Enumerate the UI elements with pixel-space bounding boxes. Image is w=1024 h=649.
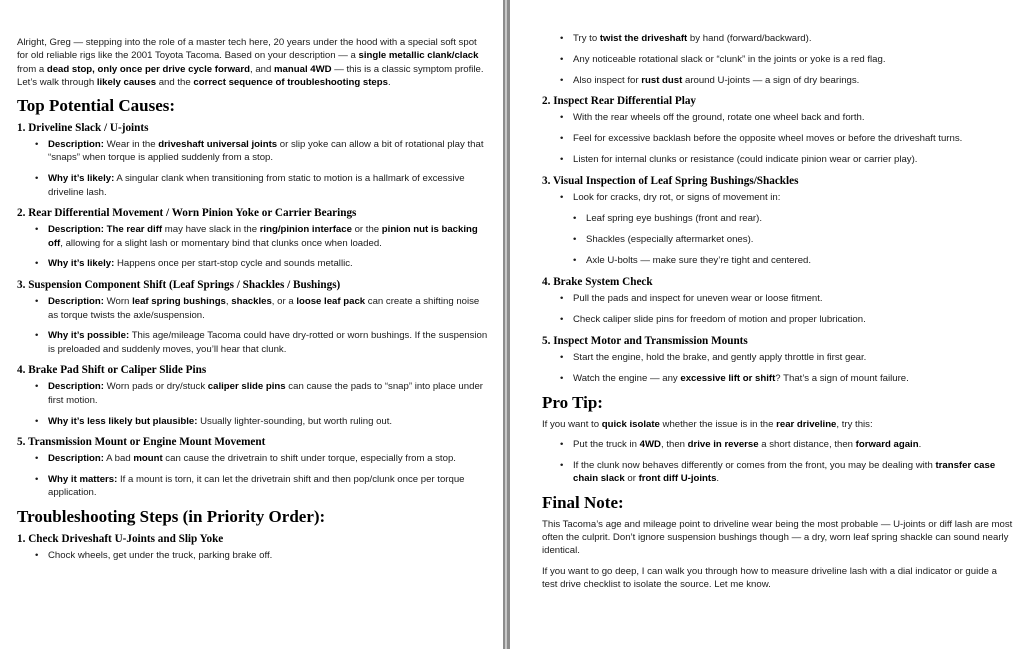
text-run: Axle U-bolts — make sure they’re tight and centered. [586, 255, 812, 267]
text-run: a short distance, then [758, 438, 856, 450]
list-item [48, 380, 489, 407]
step-1-continued-list [542, 32, 1014, 87]
text-run: Start the engine, hold the brake, and gently apply throttle in first gear. [573, 352, 867, 364]
list-item [48, 257, 489, 270]
pro-tip-list [542, 438, 1014, 485]
bold-text: Description: [48, 296, 104, 308]
step-5-list [542, 351, 1014, 385]
bold-text: likely causes [96, 76, 157, 88]
text-run: whether the issue is in the [659, 418, 777, 430]
bold-text: single metallic clank/clack [358, 50, 479, 62]
bold-text: ring/pinion interface [259, 224, 352, 236]
step-4-title: 4. Brake System Check [542, 276, 653, 289]
text-run: Worn pads or dry/stuck [103, 381, 208, 393]
text-run: Look for cracks, dry rot, or signs of movement in: [573, 191, 781, 203]
list-item [573, 191, 1014, 204]
bold-text: quick isolate [601, 418, 660, 430]
list-item [48, 452, 489, 465]
list-item [573, 292, 1014, 305]
step-1-list [17, 549, 489, 562]
text-run: can cause the drivetrain to shift under torque, especially from a stop. [162, 453, 456, 465]
pro-tip-intro [542, 418, 1014, 431]
list-item [586, 212, 1014, 225]
bold-text: excessive lift or shift [680, 372, 776, 384]
document-page-right [510, 0, 1024, 649]
text-run: Wear in the [103, 139, 159, 151]
text-run: , and [250, 63, 275, 75]
bold-text: Why it’s likely: [48, 173, 115, 185]
bold-text: driveshaft universal joints [158, 139, 278, 151]
bold-text: dead stop, only once per drive cycle forward [46, 63, 250, 75]
list-item [48, 549, 489, 562]
cause-4-list [17, 380, 489, 427]
step-5-title: 5. Inspect Motor and Transmission Mounts [542, 335, 748, 348]
text-run: This Tacoma’s age and mileage point to driveline wear being the most probable — U-joints or diff lash are most often the culprit. Don’t ignore suspension bushings though — a dry, worn leaf spring shackle can sound nearly identical. [542, 518, 1013, 557]
text-run: Put the truck in [573, 438, 640, 450]
text-run: and the [156, 76, 194, 88]
text-run: Usually lighter-sounding, but worth ruling out. [197, 415, 393, 427]
bold-text: caliper slide pins [207, 381, 286, 393]
cause-3-list [17, 295, 489, 356]
bold-text: Description: [48, 224, 104, 236]
list-item [573, 459, 1014, 486]
text-run: Feel for excessive backlash before the opposite wheel moves or before the driveshaft turns. [573, 133, 963, 145]
step-2-list [542, 111, 1014, 166]
text-run: With the rear wheels off the ground, rotate one wheel back and forth. [573, 112, 865, 124]
list-item [48, 295, 489, 322]
text-run: Pull the pads and inspect for uneven wear or loose fitment. [573, 293, 823, 305]
text-run: Leaf spring eye bushings (front and rear). [586, 212, 762, 224]
bold-text: transfer case chain slack [573, 459, 996, 485]
cause-5-list [17, 452, 489, 499]
text-run: Any noticeable rotational slack or “clunk” in the joints or yoke is a red flag. [573, 53, 886, 65]
bold-text: Why it matters: [48, 474, 118, 486]
step-2-title: 2. Inspect Rear Differential Play [542, 95, 697, 108]
bold-text: forward again [855, 438, 919, 450]
bold-text: Description: [48, 139, 104, 151]
text-run: , or a [271, 296, 297, 308]
cause-1-list [17, 138, 489, 199]
text-run: around U-joints — a sign of dry bearings. [682, 74, 860, 86]
cause-1-title: 1. Driveline Slack / U-joints [17, 122, 149, 135]
text-run: If you want to [542, 418, 602, 430]
text-run: , allowing for a slight lash or momentary bind that clunks once when loaded. [60, 237, 382, 249]
text-run: A singular clank when transitioning from static to motion is a hallmark of excessive driveline lash. [48, 173, 465, 198]
text-run: or the [351, 224, 382, 236]
bold-text: loose leaf pack [296, 296, 366, 308]
text-run: If a mount is torn, it can let the drivetrain shift and then pop/clunk once per torque application. [48, 474, 465, 499]
text-run: Watch the engine — any [573, 372, 681, 384]
list-item [48, 172, 489, 199]
text-run: or [624, 473, 639, 485]
text-run: Check caliper slide pins for freedom of motion and proper lubrication. [573, 314, 866, 326]
text-run: Listen for internal clunks or resistance (could indicate pinion wear or carrier play). [573, 153, 918, 165]
text-run: Worn [103, 296, 133, 308]
step-3-sublist [542, 212, 1014, 268]
causes-heading: Top Potential Causes: [17, 96, 176, 116]
bold-text: Why it’s likely: [48, 258, 115, 270]
pro-tip-heading: Pro Tip: [542, 392, 603, 412]
cause-3-title: 3. Suspension Component Shift (Leaf Springs / Shackles / Bushings) [17, 279, 341, 292]
text-run: from a [17, 63, 47, 75]
text-run: Shackles (especially aftermarket ones). [586, 233, 754, 245]
text-run: , then [660, 438, 688, 450]
bold-text: pinion nut is backing off [48, 224, 478, 249]
list-item [586, 254, 1014, 267]
bold-text: The rear diff [106, 224, 163, 236]
list-item [48, 329, 489, 356]
text-run: Alright, Greg — stepping into the role of a master tech here, 20 years under the hood with a special soft spot for old reliable rigs like the 2001 Toyota Tacoma. Based on your description — a [17, 37, 477, 62]
text-run: . [918, 438, 922, 450]
text-run: may have slack in the [162, 224, 260, 236]
bold-text: manual 4WD [274, 63, 332, 75]
text-run: can create a shifting noise as torque twists the axle/suspension. [48, 296, 480, 321]
text-run: or slip yoke can allow a bit of rotational play that “snaps” when torque is applied suddenly from a stop. [48, 139, 484, 164]
list-item [48, 138, 489, 165]
list-item [48, 415, 489, 428]
text-run: Happens once per start-stop cycle and sounds metallic. [114, 258, 353, 270]
intro-paragraph [17, 36, 489, 89]
text-run: If the clunk now behaves differently or comes from the front, you may be dealing with [573, 459, 936, 471]
bold-text: correct sequence of troubleshooting steps [193, 76, 388, 88]
list-item [573, 132, 1014, 145]
document-page-left [0, 0, 503, 649]
cause-4-title: 4. Brake Pad Shift or Caliper Slide Pins [17, 364, 207, 377]
final-note-paragraph-2 [542, 565, 1014, 592]
steps-heading: Troubleshooting Steps (in Priority Order): [17, 507, 326, 527]
text-run: can cause the pads to “snap” into place under first motion. [48, 381, 483, 406]
step-4-list [542, 292, 1014, 326]
text-run: ? That’s a sign of mount failure. [775, 372, 909, 384]
step-3-title: 3. Visual Inspection of Leaf Spring Bushings/Shackles [542, 174, 799, 187]
text-run: Also inspect for [573, 74, 642, 86]
list-item [48, 473, 489, 500]
text-run: A bad [103, 453, 134, 465]
list-item [586, 233, 1014, 246]
list-item [573, 438, 1014, 451]
list-item [573, 351, 1014, 364]
cause-2-list [17, 223, 489, 270]
step-1-title: 1. Check Driveshaft U-Joints and Slip Yoke [17, 533, 224, 546]
final-note-heading: Final Note: [542, 492, 624, 512]
bold-text: rear driveline [776, 418, 837, 430]
bold-text: mount [133, 453, 163, 465]
bold-text: Description: [48, 381, 104, 393]
final-note-paragraph-1 [542, 518, 1014, 558]
bold-text: leaf spring bushings [132, 296, 226, 308]
text-run: by hand (forward/backward). [687, 33, 812, 44]
bold-text: shackles [231, 296, 272, 308]
bold-text: Why it’s possible: [48, 330, 130, 342]
list-item [573, 313, 1014, 326]
text-run: If you want to go deep, I can walk you through how to measure driveline lash with a dial indicator or guide a test drive checklist to isolate the source. Let me know. [542, 565, 997, 591]
text-run: . [387, 76, 391, 88]
list-item [573, 153, 1014, 166]
list-item [573, 32, 1014, 45]
text-run: , try this: [836, 418, 873, 430]
text-run: . [716, 473, 720, 485]
step-3-list [542, 191, 1014, 204]
list-item [573, 74, 1014, 87]
bold-text: Description: [48, 453, 104, 465]
bold-text: twist the driveshaft [599, 33, 688, 44]
bold-text: drive in reverse [687, 438, 759, 450]
page-divider [503, 0, 510, 649]
list-item [48, 223, 489, 250]
text-run: This age/mileage Tacoma could have dry-rotted or worn bushings. If the suspension is preloaded and suddenly moves, you’ll hear that clunk. [48, 330, 488, 355]
cause-5-title: 5. Transmission Mount or Engine Mount Movement [17, 436, 266, 449]
list-item [573, 53, 1014, 66]
bold-text: rust dust [641, 74, 683, 86]
text-run: Try to [573, 33, 600, 44]
cause-2-title: 2. Rear Differential Movement / Worn Pinion Yoke or Carrier Bearings [17, 207, 357, 220]
bold-text: Why it’s less likely but plausible: [48, 415, 198, 427]
list-item [573, 372, 1014, 385]
bold-text: 4WD [639, 438, 661, 450]
bold-text: front diff U-joints [638, 473, 717, 485]
text-run: , [225, 296, 232, 308]
text-run: — this is a classic symptom profile. Let’s walk through [17, 63, 484, 88]
text-run: Chock wheels, get under the truck, parking brake off. [48, 550, 273, 562]
list-item [573, 111, 1014, 124]
